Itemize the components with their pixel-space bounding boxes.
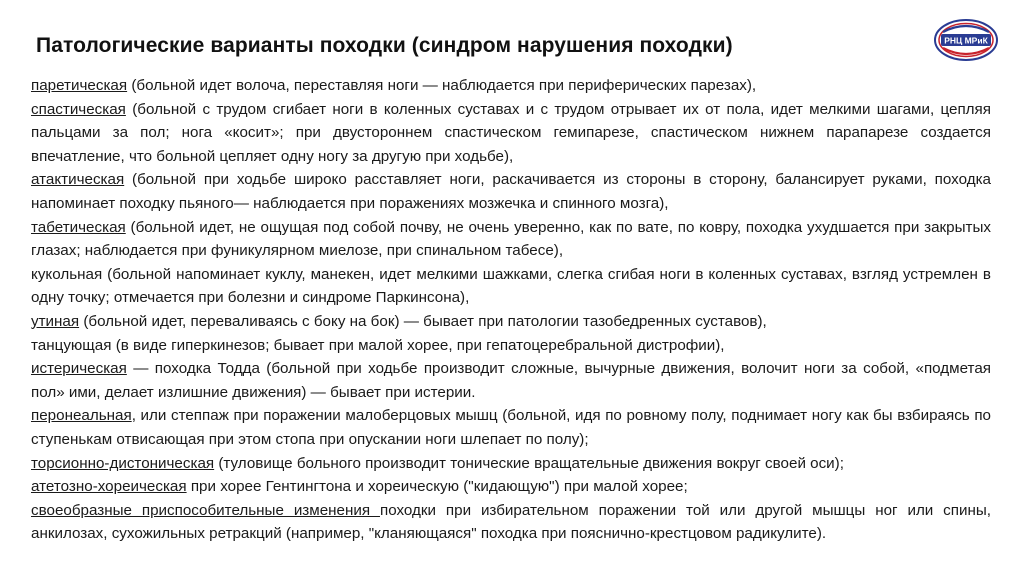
item-description: (туловище больного производит тонические вращательные движения вокруг своей оси); (214, 454, 844, 472)
list-item (31, 98, 991, 169)
organization-logo (933, 18, 999, 62)
list-item (31, 357, 991, 404)
item-description: кукольная (больной напоминает куклу, манекен, идет мелкими шажками, слегка сгибая ноги в коленных суставах, взгляд устремлен в одну точку; отмечается при болезни и синдроме Паркинсона), (31, 265, 991, 307)
item-term: атетозно-хореическая (31, 478, 187, 496)
item-term: утиная (31, 312, 80, 330)
item-term: торсионно-дистоническая (31, 454, 215, 472)
item-term: перонеальная (31, 407, 132, 425)
list-item (31, 499, 991, 546)
page-title: Патологические варианты походки (синдром нарушения походки) (36, 34, 733, 57)
list-item (31, 475, 991, 499)
item-description: (больной с трудом сгибает ноги в коленных суставах и с трудом отрывает их от пола, идет мелкими шагами, цепляя пальцами за пол; нога «косит»; при двустороннем спастическом гемипарезе, спастическом нижнем парапарезе создается впечатление, что больной цепляет одну ногу за другую при ходьбе), (31, 100, 991, 165)
gait-variants-list (31, 74, 991, 546)
item-term: атактическая (31, 171, 125, 189)
list-item (31, 404, 991, 451)
item-description: (больной идет волоча, переставляя ноги — наблюдается при периферических парезах), (127, 77, 757, 94)
item-description: — походка Тодда (больной при ходьбе производит сложные, вычурные движения, волочит ноги за собой, «подметая пол» ими, делает излишние движения) — бывает при истерии. (31, 360, 991, 401)
item-term: табетическая (31, 218, 126, 236)
logo-emblem-icon (933, 18, 999, 62)
list-item (31, 334, 991, 358)
item-description: (больной идет, переваливаясь с боку на бок) — бывает при патологии тазобедренных суставов), (79, 312, 767, 330)
item-description: (больной при ходьбе широко расставляет ноги, раскачивается из стороны в сторону, балансирует руками, походка напоминает походку пьяного— наблюдается при поражениях мозжечка и спинного мозга), (31, 171, 991, 212)
item-term: истерическая (31, 360, 127, 378)
list-item (31, 168, 991, 215)
logo-label: РНЦ МРиК (944, 35, 988, 46)
item-term: спастическая (31, 100, 126, 118)
item-term: своеобразные приспособительные изменения (31, 501, 380, 519)
item-description: (больной идет, не ощущая под собой почву, не очень уверенно, как по вате, по ковру, походка ухудшается при закрытых глазах; наблюдается при фуникулярном миелозе, при спинальном табесе), (31, 218, 991, 260)
list-item (31, 74, 991, 98)
item-description: при хорее Гентингтона и хореическую ("кидающую") при малой хорее; (186, 478, 688, 496)
item-description: , или степпаж при поражении малоберцовых мышц (больной, идя по ровному полу, поднимает ногу как бы взбираясь по ступенькам отвисающая при этом стопа при опускании ноги шлепает по полу); (31, 407, 991, 448)
item-description: походки при избирательном поражении той или другой мышцы ног или спины, анкилозах, сухожильных ретракций (например, "кланяющаяся" походка при пояснично-крестцовом радикулите). (31, 501, 992, 543)
list-item (31, 216, 991, 263)
item-description: танцующая (в виде гиперкинезов; бывает при малой хорее, при гепатоцеребральной дистрофии), (31, 336, 725, 354)
list-item (31, 452, 991, 476)
item-term: паретическая (31, 77, 128, 94)
list-item (31, 263, 991, 310)
list-item (31, 310, 991, 334)
